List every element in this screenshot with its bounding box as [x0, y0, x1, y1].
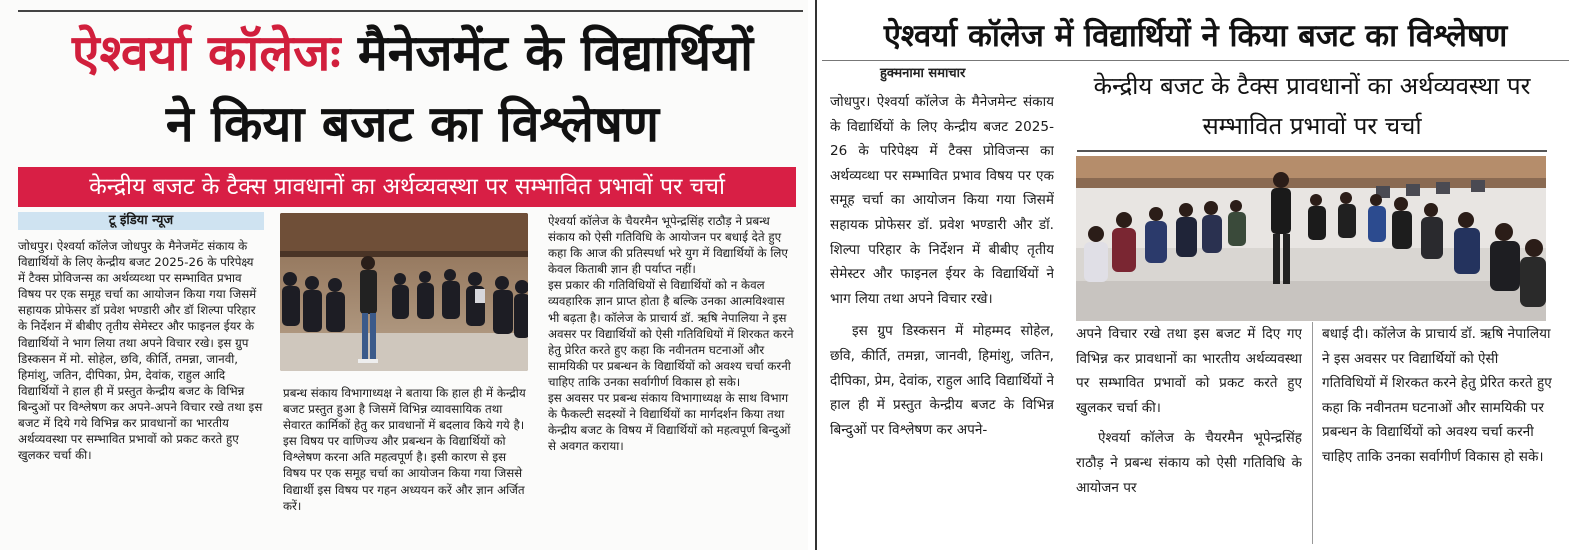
- right-column-1: [830, 90, 1054, 545]
- right-agency-byline: हुक्मनामा समाचार: [880, 66, 966, 81]
- right-group-photo: [1076, 156, 1546, 321]
- right-col2-para-2: ऐश्वर्या कॉलेज के चैयरमैन भूपेन्द्रसिंह राठौड़ ने प्रबन्ध संकाय को ऐसी गतिविधि के आयोजन पर: [1076, 430, 1302, 496]
- right-col1-para-1: जोधपुर। ऐश्वर्या कॉलेज के मैनेजमेन्ट संकाय के विद्यार्थियों के लिए केन्द्रीय बजट 2025-26 के परिपेक्ष्य में टैक्स प्रोविजन्स का अर्थव्यव्था पर सम्भावित प्रभाव विषय पर एक समूह चर्चा का आयोजन किया गया जिसमें सहायक प्रोफेसर डॉ. प्रवेश भण्डारी और डॉ. शिल्पा परिहार के निर्देशन में बीबीए तृतीय सेमेस्टर और फाइनल ईयर के विद्यार्थियों ने भाग लिया तथा अपने विचार रखे।: [830, 94, 1054, 307]
- classroom-photo-left: [280, 213, 528, 371]
- right-column-2: [1076, 322, 1302, 547]
- left-subheadline-banner: केन्द्रीय बजट के टैक्स प्रावधानों का अर्थव्यवस्था पर सम्भावित प्रभावों पर चर्चा: [18, 167, 796, 207]
- left-column-1: जोधपुर। ऐश्वर्या कॉलेज जोधपुर के मैनेजमेंट संकाय के विद्यार्थियों के लिए केन्द्रीय बजट 2025-26 के परिपेक्ष्य में टैक्स प्रोविजन्स का अर्थव्यव्था पर सम्भावित प्रभाव विषय पर एक समूह चर्चा का आयोजन किया गया जिसमें सहायक प्रोफेसर डॉ प्रवेश भण्डारी और डॉ शिल्पा परिहार के निर्देशन में बीबीए तृतीय सेमेस्टर और फाइनल ईयर के विद्यार्थियों ने भाग लिया तथा अपने विचार रखे। इस ग्रुप डिस्कसन में मो. सोहेल, छवि, कीर्ति, तमन्ना, जानवी, हिमांशु, जतिन, दीपिका, प्रेम, देवांक, राहुल आदि विद्यार्थियों ने हाल ही में प्रस्तुत केन्द्रीय बजट के विभिन्न बिन्दुओं पर विश्लेषण कर अपने-अपने विचार रखे तथा इस बजट में दिये गये विभिन्न कर प्रावधानों का भारतीय अर्थव्यवस्था पर सम्भावित प्रभावों को प्रकट करते हुए खुलकर चर्चा की।: [18, 239, 263, 463]
- right-column-3: बधाई दी। कॉलेज के प्राचार्य डॉ. ऋषि नेपालिया ने इस अवसर पर विद्यार्थियों को ऐसी गतिविधियों में शिरकत करने हेतु प्रेरित करते हुए कहा कि नवीनतम घटनाओं और सामयिकी पर प्रबन्धन के विद्यार्थियों को अवश्य चर्चा करनी चाहिए ताकि उनका सर्वागीर्ण विकास हो सके।: [1322, 326, 1552, 465]
- headline-black-part: मैनेजमेंट के विद्यार्थियों: [357, 24, 754, 82]
- right-clipping: [822, 0, 1569, 550]
- right-subheadline: केन्द्रीय बजट के टैक्स प्रावधानों का अर्थव्यवस्था पर सम्भावित प्रभावों पर चर्चा: [1093, 72, 1531, 140]
- headline-red-part: ऐश्वर्या कॉलेजः: [71, 24, 341, 82]
- right-title-rule: [822, 60, 1569, 61]
- top-rule: [18, 10, 803, 12]
- left-headline-line-1: [20, 18, 805, 88]
- left-group-photo: [280, 213, 528, 371]
- right-headline: ऐश्वर्या कॉलेज में विद्यार्थियों ने किया बजट का विश्लेषण: [883, 18, 1508, 54]
- classroom-photo-right: [1076, 156, 1546, 321]
- left-byline: टू इंडिया न्यूज: [18, 212, 264, 230]
- right-col-rule: [1312, 322, 1313, 544]
- right-subheadline-rule: [1077, 150, 1547, 152]
- right-col2-para-1: अपने विचार रखे तथा इस बजट में दिए गए विभिन्न कर प्रावधानों का भारतीय अर्थव्यवस्था पर सम्भावित प्रभावों को प्रकट करते हुए खुलकर चर्चा की।: [1076, 326, 1302, 416]
- center-divider: [815, 0, 817, 550]
- left-col3-para-2: इस प्रकार की गतिविधियों से विद्यार्थियों को न केवल व्यवहारिक ज्ञान प्राप्त होता है बल्कि उनका आत्मविश्वास भी बढ़ता है। कॉलेज के प्राचार्य डॉ. ऋषि नेपालिया ने इस अवसर पर विद्यार्थियों को ऐसी गतिविधियों में शिरकत करने हेतु प्रेरित करते हुए कहा कि नवीनतम घटनाओं और सामयिकी पर प्रबन्धन के विद्यार्थियों को अवश्य चर्चा करनी चाहिए ताकि उनका सर्वागीर्ण विकास हो सके।: [548, 278, 794, 389]
- left-headline-line-2: ने किया बजट का विश्लेषण: [165, 95, 660, 153]
- left-column-2: प्रबन्ध संकाय विभागाध्यक्ष ने बताया कि हाल ही में केन्द्रीय बजट प्रस्तुत हुआ है जिसमें विभिन्न व्यावसायिक तथा सेवारत कार्मिकों हेतु कर प्रावधानों में बदलाव किये गये है। इस विषय पर वाणिज्य और प्रबन्धन के विद्यार्थियों को विश्लेषण करना अति महत्वपूर्ण है। इसी कारण से इस विषय पर एक समूह चर्चा का आयोजन किया गया जिससे विद्यार्थी इस विषय पर गहन अध्ययन करें और ज्ञान अर्जित करें।: [283, 386, 526, 513]
- left-col3-para-1: ऐश्वर्या कॉलेज के चैयरमैन भूपेन्द्रसिंह राठौड़ ने प्रबन्ध संकाय को ऐसी गतिविधि के आयोजन पर बधाई देते हुए कहा कि आज की प्रतिस्पर्धा भरे युग में विद्यार्थियों के लिए केवल किताबी ज्ञान ही पर्याप्त नहीं।: [548, 214, 788, 277]
- right-col1-para-2: इस ग्रुप डिस्कसन में मोहम्मद सोहेल, छवि, कीर्ति, तमन्ना, जानवी, हिमांशु, जतिन, दीपिका, प्रेम, देवांक, राहुल आदि विद्यार्थियों ने हाल ही में प्रस्तुत केन्द्रीय बजट के विभिन्न बिन्दुओं पर विश्लेषण कर अपने-: [830, 323, 1054, 438]
- left-column-3: [548, 213, 796, 543]
- left-col3-para-3: इस अवसर पर प्रबन्ध संकाय विभागाध्यक्ष के साथ विभाग के फैकल्टी सदस्यों ने विद्यार्थियों का मार्गदर्शन किया तथा केन्द्रीय बजट के विषय में विद्यार्थियों को महत्वपूर्ण बिन्दुओं से अवगत कराया।: [548, 391, 791, 454]
